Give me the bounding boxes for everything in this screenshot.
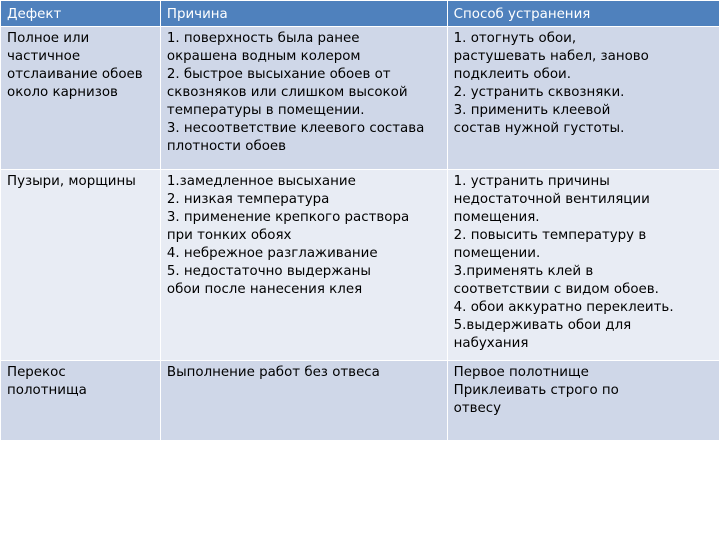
cell-fix: 1. отогнуть обои, растушевать набел, заново подклеить обои. 2. устранить сквозняки. 3. применить клеевой состав нужной густоты. xyxy=(447,27,719,170)
table-row xyxy=(1,170,720,361)
header-cause: Причина xyxy=(160,1,447,27)
table-header-row xyxy=(1,1,720,27)
cell-fix: Первое полотнище Приклеивать строго по отвесу xyxy=(447,361,719,441)
header-defect: Дефект xyxy=(1,1,161,27)
cell-cause: 1.замедленное высыхание 2. низкая температура 3. применение крепкого раствора при тонких обоях 4. небрежное разглаживание 5. недостаточно выдержаны обои после нанесения клея xyxy=(160,170,447,361)
cell-defect: Перекос полотнища xyxy=(1,361,161,441)
cell-cause: 1. поверхность была ранее окрашена водным колером 2. быстрое высыхание обоев от сквозняков или слишком высокой температуры в помещении. 3. несоответствие клеевого состава плотности обоев xyxy=(160,27,447,170)
cell-defect: Полное или частичное отслаивание обоев около карнизов xyxy=(1,27,161,170)
cell-cause: Выполнение работ без отвеса xyxy=(160,361,447,441)
table-row xyxy=(1,27,720,170)
header-fix: Способ устранения xyxy=(447,1,719,27)
cell-fix: 1. устранить причины недостаточной вентиляции помещения. 2. повысить температуру в помещении. 3.применять клей в соответствии с видом обоев. 4. обои аккуратно переклеить. 5.выдерживать обои для набухания xyxy=(447,170,719,361)
cell-defect: Пузыри, морщины xyxy=(1,170,161,361)
table-row xyxy=(1,361,720,441)
